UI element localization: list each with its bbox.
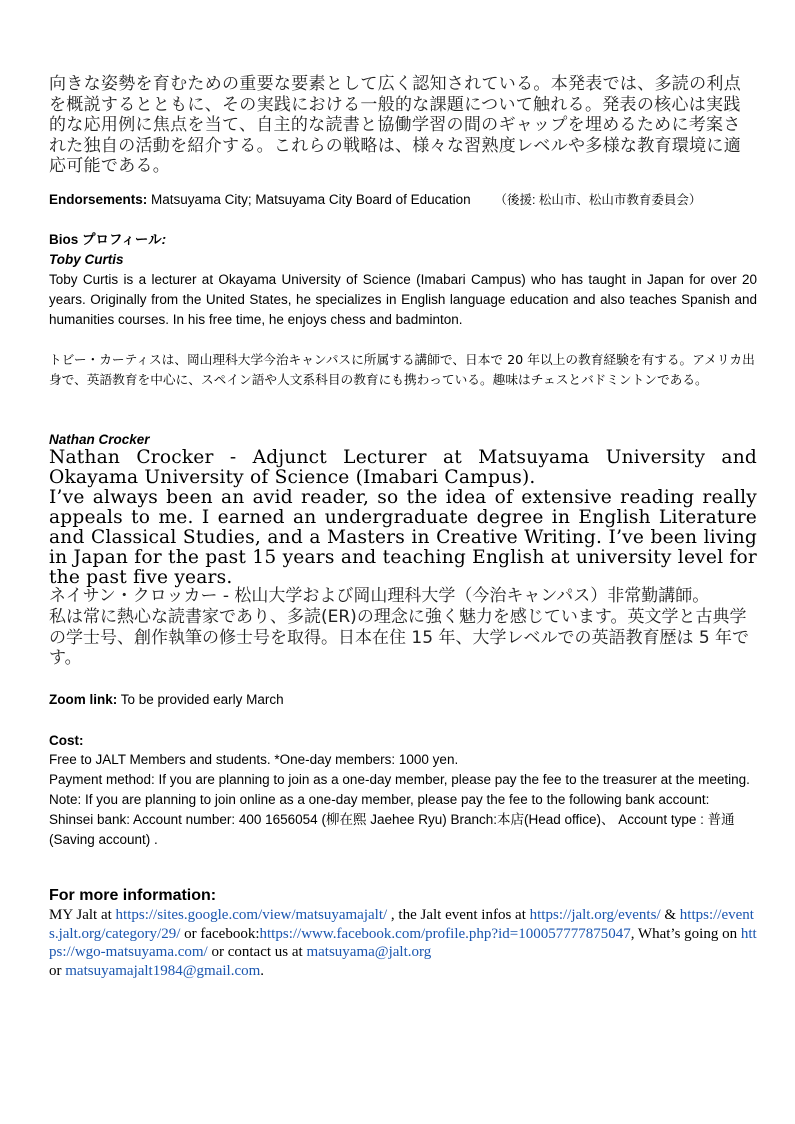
- bio-text-nathan-jp: 私は常に熱心な読書家であり、多読(ER)の理念に強く魅力を感じています。英文学と古典学の学士号、創作執筆の修士号を取得。日本在住 15 年、大学レベルでの英語教育歴は 5 年です。: [49, 607, 750, 668]
- zoom-text: To be provided early March: [120, 692, 284, 707]
- bio-title-nathan: Nathan Crocker - Adjunct Lecturer at Matsuyama University and Okayama University of Science (Imabari Campus).: [49, 447, 757, 488]
- cost-details: [49, 750, 757, 850]
- bio-text-toby-jp: トビー・カーティスは、岡山理科大学今治キャンパスに所属する講師で、日本で 20 年以上の教育経験を有する。アメリカ出身で、英語教育を中心に、スペイン語や人文系科目の教育にも携わっている。趣味はチェスとバドミントンである。: [49, 352, 755, 387]
- bio-name-nathan: Nathan Crocker: [49, 432, 150, 447]
- more-info-heading: For more information:: [49, 887, 217, 904]
- cost-line-4: Shinsei bank: Account number: 400 1656054 (柳在熙 Jaehee Ryu) Branch:本店(Head office)、 Account type : 普通(Saving account) .: [49, 812, 735, 847]
- endorsements-text: Matsuyama City; Matsuyama City Board of Education: [151, 192, 471, 207]
- endorsements-jp: （後援: 松山市、松山市教育委員会）: [494, 193, 702, 207]
- link-wgo-matsuyama[interactable]: https://wgo-matsuyama.com/: [49, 925, 757, 960]
- bio-title-nathan-jp: ネイサン・クロッカー - 松山大学および岡山理科大学（今治キャンパス）非常勤講師。: [49, 586, 710, 606]
- bio-text-nathan-en: I’ve always been an avid reader, so the idea of extensive reading really appeals to me. I earned an undergraduate degree in English Literature and Classical Studies, and a Masters in Creative Writing. I’ve been living in Japan for the past 15 years and teaching English at university level for the past five years.: [49, 487, 757, 588]
- link-email-gmail[interactable]: matsuyamajalt1984@gmail.com: [65, 962, 261, 979]
- cost-line-1: Free to JALT Members and students. *One-day members: 1000 yen.: [49, 752, 459, 767]
- bio-name-toby: Toby Curtis: [49, 252, 124, 267]
- link-matsuyama-jalt-site[interactable]: https://sites.google.com/view/matsuyamajalt/: [115, 907, 388, 923]
- more-info-text: MY Jalt at https://sites.google.com/view/matsuyamajalt/ , the Jalt event infos at https://jalt.org/events/ & https://events.jalt.org/category/29/ or facebook:https://www.facebook.com/profile.php?id=100057777875047, What’s going on https://wgo-matsuyama.com/ or contact us at matsuyama@jalt.org or matsuyamajalt1984@gmail.com.: [49, 907, 757, 979]
- endorsements: [49, 190, 757, 210]
- link-jalt-events[interactable]: https://jalt.org/events/: [529, 907, 661, 923]
- bio-text-toby-en: Toby Curtis is a lecturer at Okayama University of Science (Imabari Campus) who has taught in Japan for over 20 years. Originally from the United States, he specializes in English language education and also teaches Spanish and humanities courses. In his free time, he enjoys chess and badminton.: [49, 272, 757, 327]
- link-email-matsuyama-jalt[interactable]: matsuyama@jalt.org: [306, 944, 432, 960]
- link-facebook[interactable]: https://www.facebook.com/profile.php?id=100057777875047: [259, 925, 631, 942]
- link-jalt-category[interactable]: https://events.jalt.org/category/29/: [49, 907, 754, 942]
- endorsements-label: Endorsements:: [49, 192, 148, 207]
- zoom-label: Zoom link:: [49, 692, 118, 707]
- cost-heading: Cost:: [49, 733, 84, 748]
- zoom-link: [49, 690, 757, 710]
- cost-line-3: Note: If you are planning to join online as a one-day member, please pay the fee to the following bank account:: [49, 792, 710, 807]
- cost-line-2: Payment method: If you are planning to join as a one-day member, please pay the fee to the treasurer at the meeting.: [49, 772, 750, 787]
- intro-paragraph-jp: 向きな姿勢を育むための重要な要素として広く認知されている。本発表では、多読の利点を概説するとともに、その実践における一般的な課題について触れる。発表の核心は実践的な応用例に焦点を当て、自主的な読書と協働学習の間のギャップを埋めるために考案された独自の活動を紹介する。これらの戦略は、様々な習熟度レベルや多様な教育環境に適応可能である。: [49, 74, 741, 176]
- bios-heading: Bios プロフィール:: [49, 232, 167, 247]
